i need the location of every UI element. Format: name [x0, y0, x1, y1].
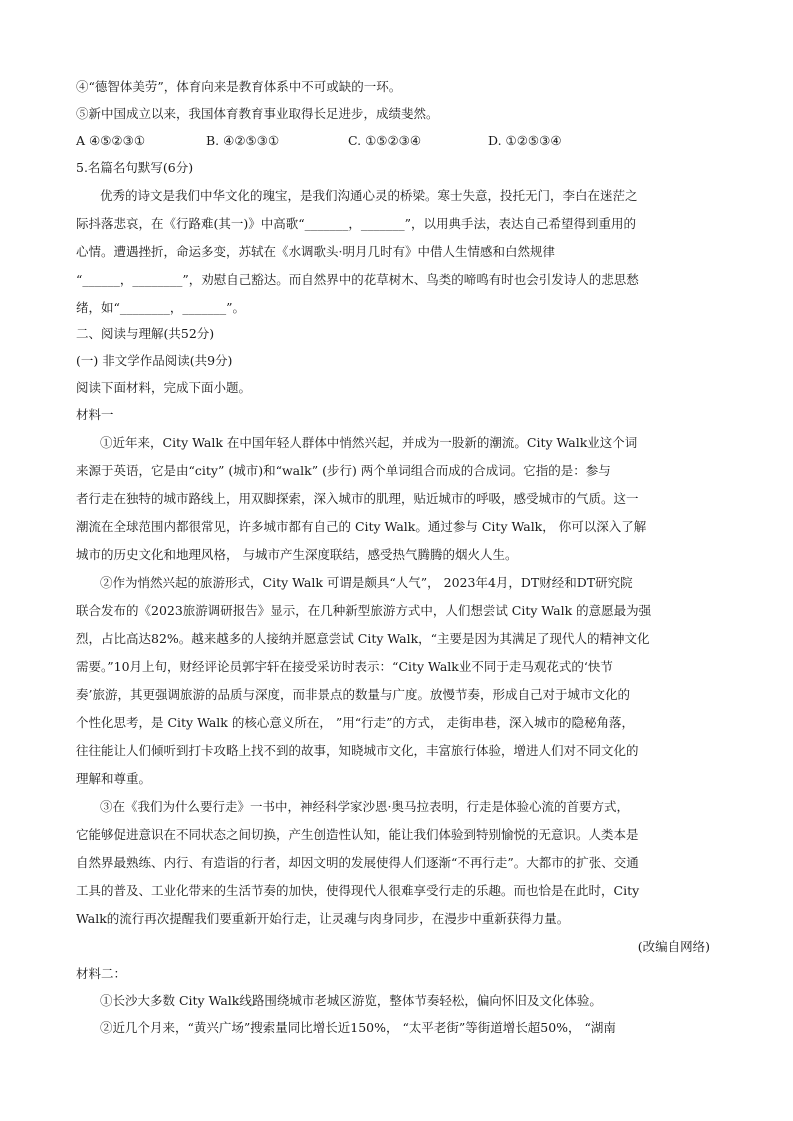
source-note: (改编自网络) [637, 939, 710, 954]
q5-line-2: 际抖落悲哀，在《行路难(其一)》中高歌“_______，_______”，以用典手法，表达自己希望得到重用的 [76, 216, 637, 231]
para1-line: 城市的历史文化和地理风格， 与城市产生深度联结，感受热气腾腾的烟火人生。 [76, 547, 518, 562]
para1-line: ①近年来，City Walk 在中国年轻人群体中悄然兴起，并成为一股新的潮流。City Walk业这个词 [100, 435, 638, 450]
para2-line: 往往能让人们倾听到打卡攻略上找不到的故事，知晓城市文化，丰富旅行体验，增进人们对不同文化的 [76, 743, 639, 758]
option-b: B. ④②⑤③① [206, 133, 280, 148]
para3-line: ③在《我们为什么要行走》一书中，神经科学家沙恩·奥马拉表明，行走是体验心流的首要方式， [100, 799, 629, 814]
option-c: C. ①⑤②③④ [348, 133, 422, 148]
q5-line-5: 绪，如“________，_______”。 [76, 300, 246, 315]
material-2-line: ②近几个月来，“黄兴广场”搜索量同比增长近150%， “太平老街”等街道增长超50%， “湖南 [100, 1020, 616, 1035]
instruction: 阅读下面材料，完成下面小题。 [76, 380, 252, 395]
para2-line: 需要。”10月上旬，财经评论员郭宇轩在接受采访时表示：“City Walk业不同于走马观花式的‘快节 [76, 659, 613, 674]
q5-title: 5.名篇名句默写(6分) [76, 160, 194, 175]
q5-line-4: “______，________”，劝慰自己豁达。而自然界中的花草树木、鸟类的啼鸣有时也会引发诗人的悲思愁 [76, 272, 639, 287]
q5-line-1: 优秀的诗文是我们中华文化的瑰宝，是我们沟通心灵的桥梁。寒士失意，投托无门，李白在迷茫之 [100, 188, 638, 203]
material-1-label: 材料一 [76, 407, 114, 422]
item-4: ④“德智体美劳”，体育向来是教育体系中不可或缺的一环。 [76, 79, 402, 94]
para1-line: 来源于英语，它是由“city” (城市)和“walk” (步行) 两个单词组合而成的合成词。它指的是：参与 [76, 463, 611, 478]
para2-line: 奏’旅游，其更强调旅游的品质与深度，而非景点的数量与广度。放慢节奏，形成自己对于城市文化的 [76, 687, 630, 702]
para3-line: Walk的流行再次提醒我们要重新开始行走，让灵魂与肉身同步，在漫步中重新获得力量。 [76, 911, 570, 926]
para1-line: 者行走在独特的城市路线上，用双脚探索，深入城市的肌理，贴近城市的呼吸，感受城市的气质。这一 [76, 491, 639, 506]
section-2-title: 二、阅读与理解(共52分) [76, 326, 215, 341]
para2-line: 个性化思考，是 City Walk 的核心意义所在， ”用“行走”的方式， 走街串巷，深入城市的隐秘角落， [76, 715, 634, 730]
option-a: A ④⑤②③① [76, 133, 146, 148]
option-d: D. ①②⑤③④ [488, 133, 562, 148]
section-2-subtitle: (一) 非文学作品阅读(共9分) [76, 353, 233, 368]
para3-line: 自然界最熟练、内行、有造诣的行者，却因文明的发展使得人们逐渐“不再行走”。大都市的扩张、交通 [76, 855, 639, 870]
answer-options [76, 132, 562, 150]
para3-line: 它能够促进意识在不同状态之间切换，产生创造性认知，能让我们体验到特别愉悦的无意识。人类本是 [76, 827, 639, 842]
para2-line: ②作为悄然兴起的旅游形式，City Walk 可谓是颇具“人气”， 2023年4月，DT财经和DT研究院 [100, 575, 633, 590]
material-2-line: ①长沙大多数 City Walk线路围绕城市老城区游览，整体节奏轻松，偏向怀旧及文化体验。 [100, 993, 602, 1008]
para2-line: 联合发布的《2023旅游调研报告》显示，在几种新型旅游方式中，人们想尝试 City Walk 的意愿最为强 [76, 603, 652, 618]
material-2-label: 材料二： [76, 966, 127, 981]
para1-line: 潮流在全球范围内都很常见，许多城市都有自己的 City Walk。通过参与 City Walk， 你可以深入了解 [76, 519, 647, 534]
para2-line: 烈，占比高达82%。越来越多的人接纳并愿意尝试 City Walk，“主要是因为其满足了现代人的精神文化 [76, 631, 650, 646]
para2-line: 理解和尊重。 [76, 771, 152, 786]
q5-line-3: 心情。遭遇挫折，命运多变，苏轼在《水调歌头·明月几时有》中借人生情感和白然规律 [76, 244, 555, 259]
para3-line: 工具的普及、工业化带来的生活节奏的加快，使得现代人很难享受行走的乐趣。而也恰是在此时，City [76, 883, 640, 898]
item-5: ⑤新中国成立以来，我国体育教育事业取得长足进步，成绩斐然。 [76, 106, 439, 121]
